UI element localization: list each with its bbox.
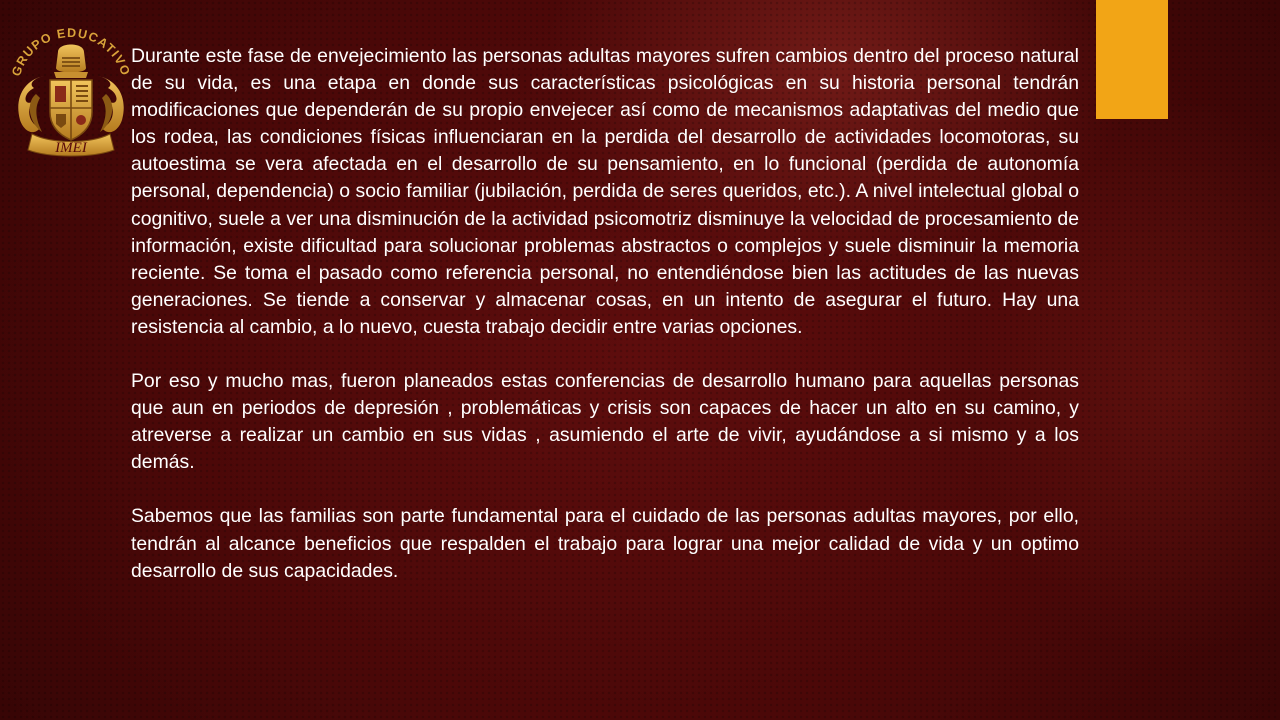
body-paragraph-3: Sabemos que las familias son parte fundamental para el cuidado de las personas adultas mayores, por ello, tendrán al alcance beneficios que respalden el trabajo para lograr una mejor calidad de vida y un optimo desarrollo de sus capacidades. xyxy=(131,505,1079,582)
accent-bar xyxy=(1096,0,1168,119)
logo-script-text: IMEI xyxy=(55,140,87,156)
slide-body xyxy=(131,43,1079,585)
body-paragraph-1: Durante este fase de envejecimiento las personas adultas mayores sufren cambios dentro del proceso natural de su vida, es una etapa en donde sus características psicológicas en su historia personal tendrán modificaciones que dependerán de su propio envejecer así como de mecanismos adaptativas del medio que los rodea, las condiciones físicas influenciaran en la perdida del desarrollo de actividades locomotoras, su autoestima se vera afectada en el desarrollo de su pensamiento, en lo funcional (perdida de autonomía personal, dependencia) o socio familiar (jubilación, perdida de seres queridos, etc.). A nivel intelectual global o cognitivo, suele a ver una disminución de la actividad psicomotriz disminuye la velocidad de procesamiento de información, existe dificultad para solucionar problemas abstractos o complejos y suele disminuir la memoria reciente. Se toma el pasado como referencia personal, no entendiéndose bien las actitudes de las nuevas generaciones. Se tiende a conservar y almacenar cosas, en un intento de asegurar el futuro. Hay una resistencia al cambio, a lo nuevo, cuesta trabajo decidir entre varias opciones. xyxy=(131,45,1079,338)
logo-arc-text: GRUPO EDUCATIVO xyxy=(8,28,134,79)
coat-of-arms-icon xyxy=(6,28,136,168)
body-paragraph-2: Por eso y mucho mas, fueron planeados estas conferencias de desarrollo humano para aquellas personas que aun en periodos de depresión , problemáticas y crisis son capaces de hacer un alto en su camino, y atreverse a realizar un cambio en sus vidas , asumiendo el arte de vivir, ayudándose a si mismo y a los demás. xyxy=(131,370,1079,474)
grupo-educativo-imei-logo xyxy=(6,28,136,168)
